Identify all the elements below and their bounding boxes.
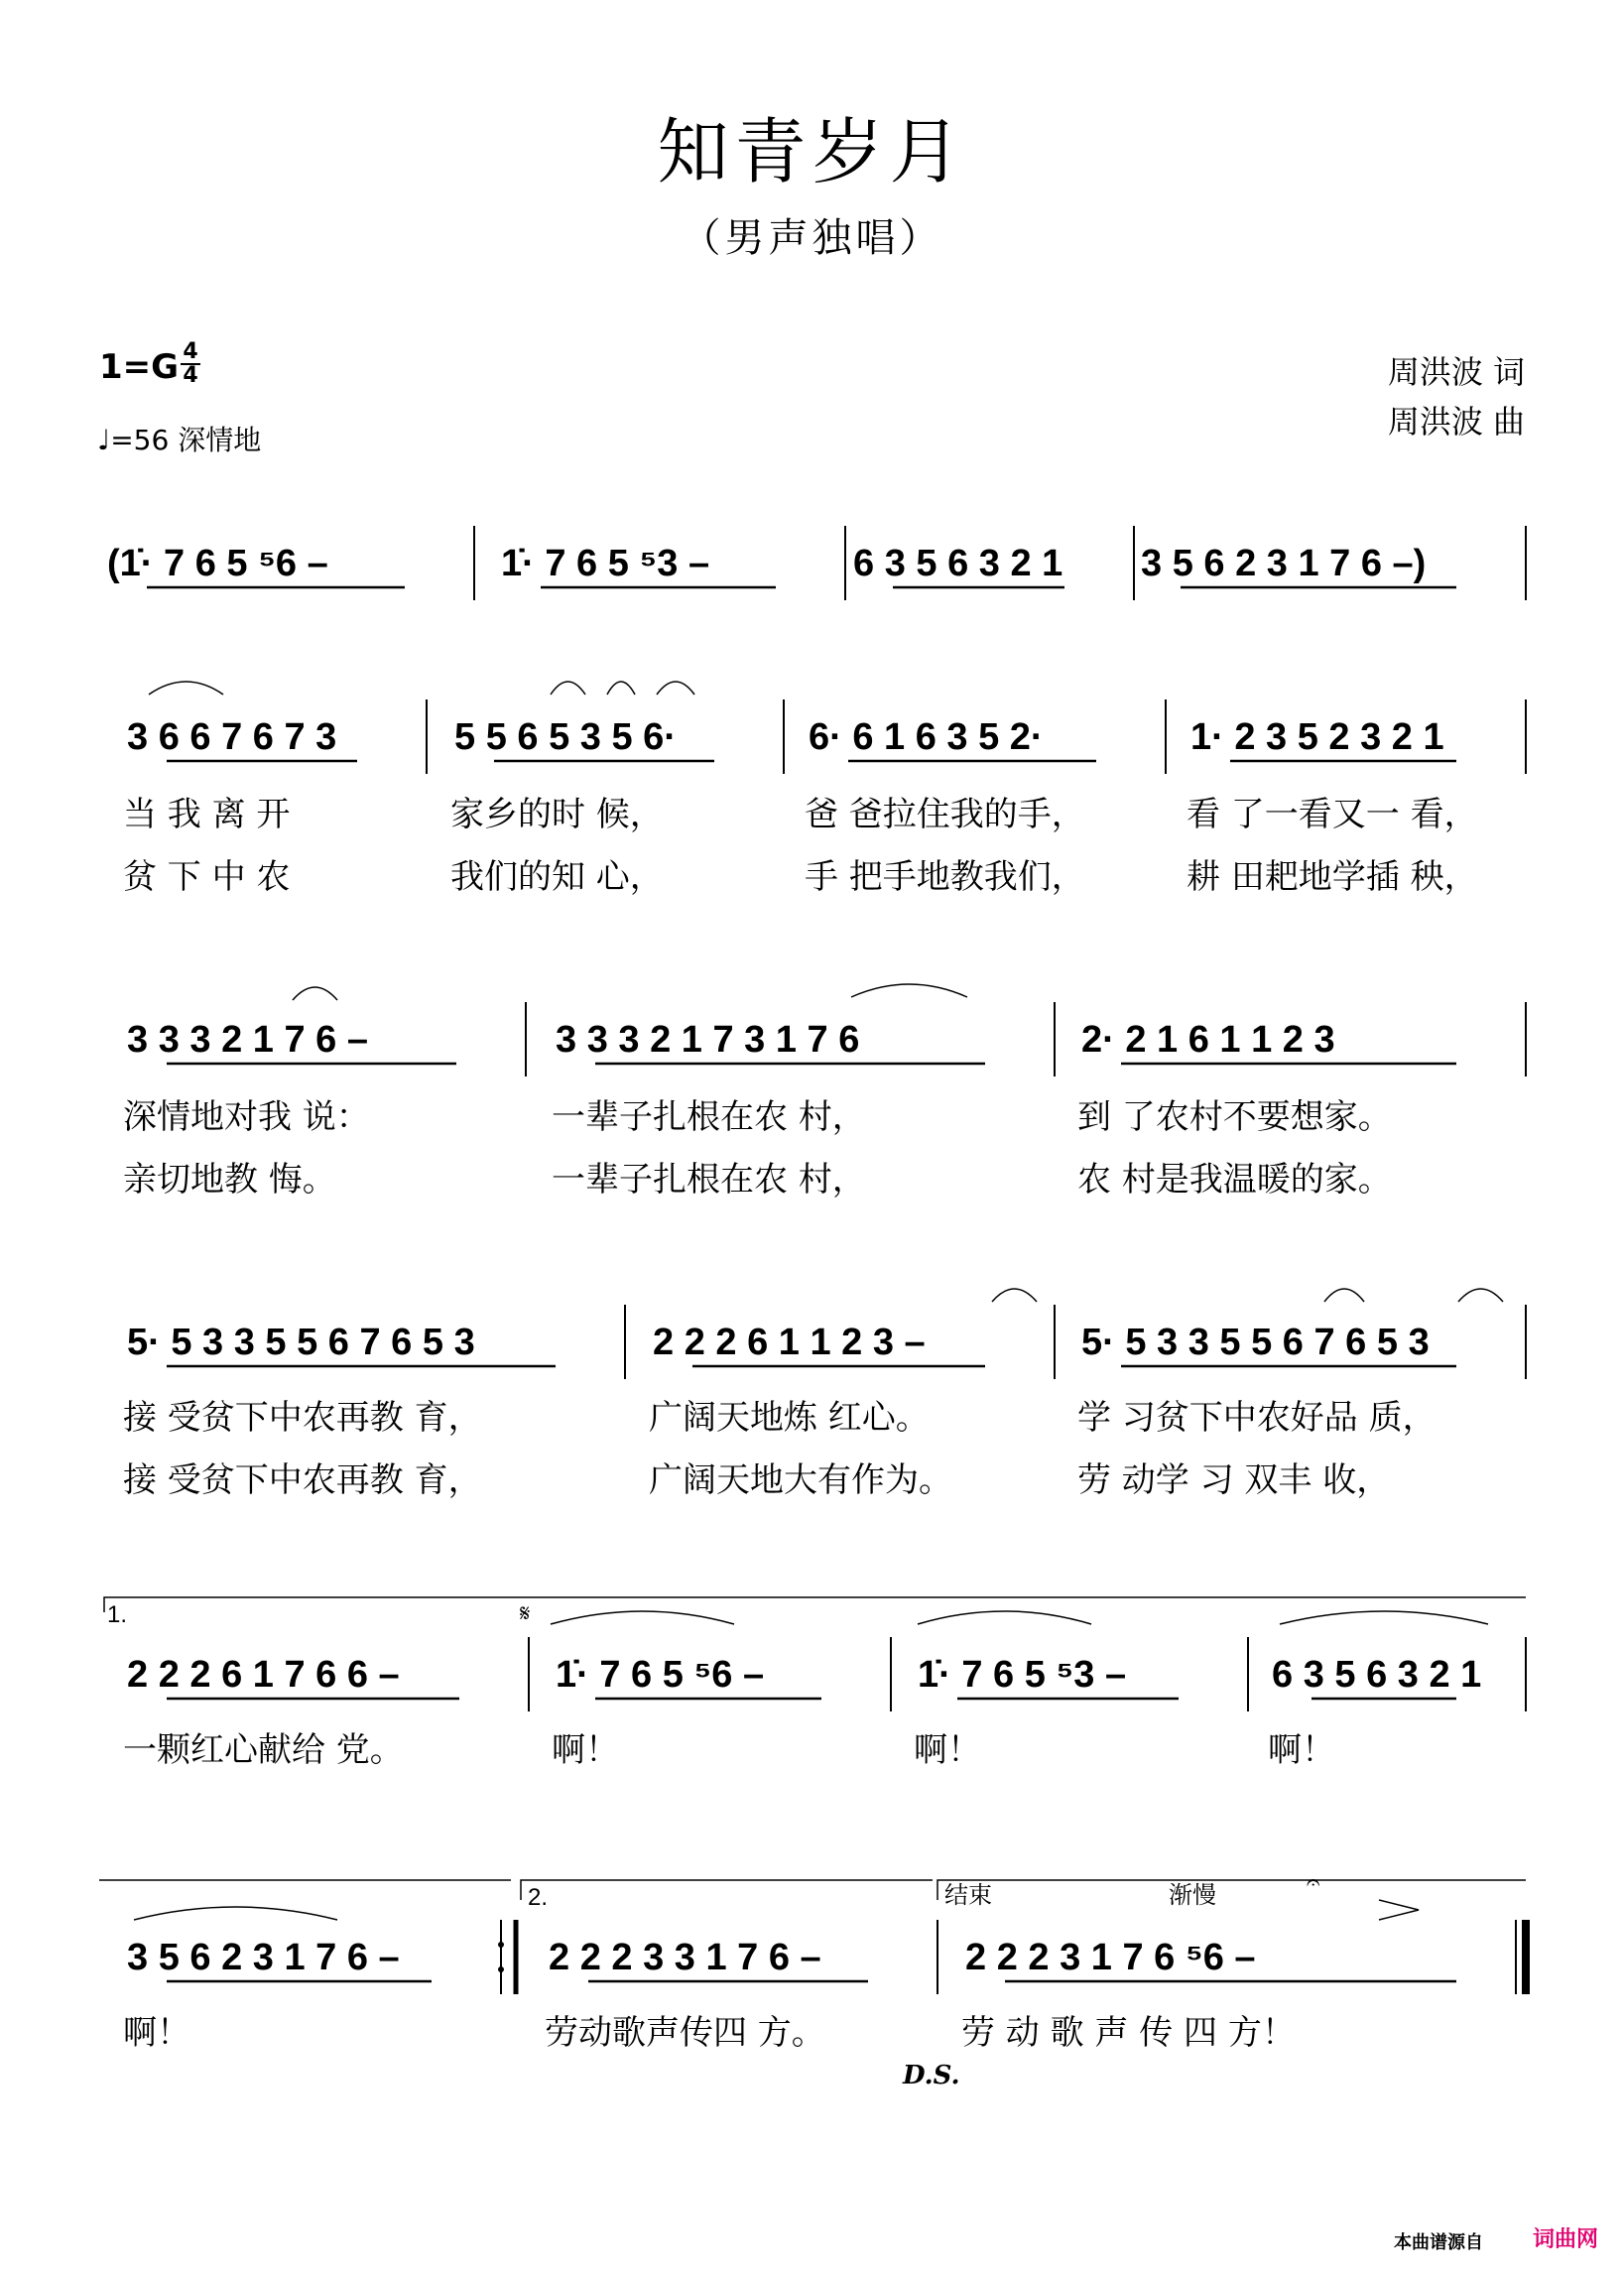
volta-2-bracket: [521, 1880, 933, 1900]
slur-arc: [1458, 1289, 1503, 1302]
lyric-verse-1: 广阔天地炼 红心。: [649, 1398, 930, 1438]
footer-site-logo: 词曲网: [1533, 2227, 1599, 2252]
note-measure: 2 2 2 3 1 7 6 ⁵6 –: [965, 1937, 1256, 1978]
lyric-verse-1: 一颗红心献给 党。: [123, 1730, 404, 1770]
slur-arc: [607, 682, 635, 695]
note-measure: 3 3 3 2 1 7 3 1 7 6: [556, 1019, 860, 1061]
lyric-verse-1: 啊！: [1268, 1730, 1335, 1770]
note-measure: 3 6 6 7 6 7 3: [127, 716, 337, 758]
lyric-verse-2: 贫 下 中 农: [123, 857, 291, 897]
lyric-verse-2: 农 村是我温暖的家。: [1077, 1160, 1392, 1200]
lyric-verse-2: 我们的知 心，: [450, 857, 664, 897]
slur-arc: [293, 987, 337, 1000]
note-measure: 3 5 6 2 3 1 7 6 –: [127, 1937, 400, 1978]
note-measure: 1· 2 3 5 2 3 2 1: [1190, 716, 1444, 758]
lyricist-credit: 周洪波 词: [1387, 353, 1525, 391]
note-measure: 1̇· 7 6 5 ⁵3 –: [501, 543, 710, 584]
time-signature-top: 4: [183, 339, 198, 364]
fermata-icon: 𝄐: [1307, 1869, 1320, 1896]
slur-arc: [1280, 1611, 1488, 1624]
lyric-verse-1: 一辈子扎根在农 村，: [552, 1097, 866, 1137]
lyric-verse-1: 啊！: [552, 1730, 619, 1770]
composer-credit: 周洪波 曲: [1387, 403, 1525, 441]
lyric-verse-2: 耕 田耙地学插 秧，: [1187, 857, 1478, 897]
lyric-verse-2: 亲切地教 悔。: [123, 1160, 336, 1200]
lyric-verse-1: 学 习贫下中农好品 质，: [1077, 1398, 1437, 1438]
lyric-verse-2: 广阔天地大有作为。: [649, 1460, 952, 1500]
slur-arc: [551, 682, 585, 695]
note-measure: 5· 5 3 3 5 5 6 7 6 5 3: [1081, 1322, 1430, 1363]
note-measure: 2 2 2 6 1 7 6 6 –: [127, 1654, 400, 1696]
note-measure: 2 2 2 3 3 1 7 6 –: [549, 1937, 821, 1978]
lyric-verse-1: 看 了一看又一 看，: [1187, 795, 1478, 834]
note-measure: 3 5 6 2 3 1 7 6 –): [1141, 543, 1427, 584]
note-measure: 2 2 2 6 1 1 2 3 –: [653, 1322, 926, 1363]
lyric-verse-1: 深情地对我 说：: [123, 1097, 370, 1137]
note-measure: 6 3 5 6 3 2 1: [1272, 1654, 1482, 1696]
tempo-marking: ♩=56 深情地: [97, 424, 262, 456]
footer-source-label: 本曲谱源自: [1394, 2232, 1483, 2253]
lyric-verse-1: 啊！: [123, 2013, 190, 2053]
volta-2-label: 2.: [528, 1884, 549, 1911]
slur-arc: [551, 1611, 734, 1624]
lyric-verse-1: 劳动歌声传四 方。: [545, 2013, 825, 2053]
decrescendo-hairpin: [1379, 1900, 1419, 1920]
lyric-verse-1: 啊！: [914, 1730, 981, 1770]
note-measure: 1̇· 7 6 5 ⁵6 –: [556, 1654, 765, 1696]
repeat-dot: [498, 1966, 504, 1972]
note-measure: 1̇· 7 6 5 ⁵3 –: [918, 1654, 1127, 1696]
lyric-verse-1: 当 我 离 开: [123, 795, 291, 834]
ritardando-label: 渐慢: [1169, 1882, 1216, 1909]
lyric-verse-2: 接 受贫下中农再教 育，: [123, 1460, 482, 1500]
time-signature-bottom: 4: [183, 363, 198, 388]
lyric-verse-1: 劳 动 歌 声 传 四 方！: [961, 2013, 1296, 2053]
lyric-verse-1: 接 受贫下中农再教 育，: [123, 1398, 482, 1438]
repeat-dot: [498, 1942, 504, 1948]
page-subtitle: （男声独唱）: [681, 215, 943, 261]
slur-arc: [657, 682, 694, 695]
note-measure: 6 3 5 6 3 2 1: [853, 543, 1063, 584]
lyric-verse-1: 家乡的时 候，: [450, 795, 664, 834]
slur-arc: [918, 1611, 1091, 1624]
note-measure: 5 5 6 5 3 5 6·: [454, 716, 677, 758]
note-measure: 2· 2 1 6 1 1 2 3: [1081, 1019, 1335, 1061]
ending-label: 结束: [944, 1882, 992, 1909]
slur-arc: [851, 984, 967, 997]
volta-1-label: 1.: [107, 1601, 128, 1628]
ending-bracket: [937, 1880, 1526, 1900]
slur-arc: [1324, 1289, 1364, 1302]
lyric-verse-2: 一辈子扎根在农 村，: [552, 1160, 866, 1200]
page-title: 知青岁月: [657, 110, 967, 193]
slur-arc: [149, 682, 223, 695]
lyric-verse-2: 劳 动学 习 双丰 收，: [1077, 1460, 1391, 1500]
dal-segno-label: D.S.: [903, 2061, 960, 2090]
slur-arc: [992, 1289, 1037, 1302]
key-signature: 1=G: [99, 347, 180, 387]
note-measure: 5· 5 3 3 5 5 6 7 6 5 3: [127, 1322, 475, 1363]
lyric-verse-1: 爸 爸拉住我的手，: [805, 795, 1085, 834]
note-measure: 6· 6 1 6 3 5 2·: [809, 716, 1044, 758]
segno-icon: 𝄋: [520, 1600, 531, 1627]
lyric-verse-1: 到 了农村不要想家。: [1077, 1097, 1392, 1137]
final-bar-thick: [1522, 1920, 1530, 1994]
slur-arc: [134, 1907, 337, 1920]
note-measure: (1̇· 7 6 5 ⁵6 –: [107, 543, 328, 584]
volta-1-bracket: [104, 1597, 1526, 1612]
note-measure: 3 3 3 2 1 7 6 –: [127, 1019, 368, 1061]
lyric-verse-2: 手 把手地教我们，: [805, 857, 1085, 897]
